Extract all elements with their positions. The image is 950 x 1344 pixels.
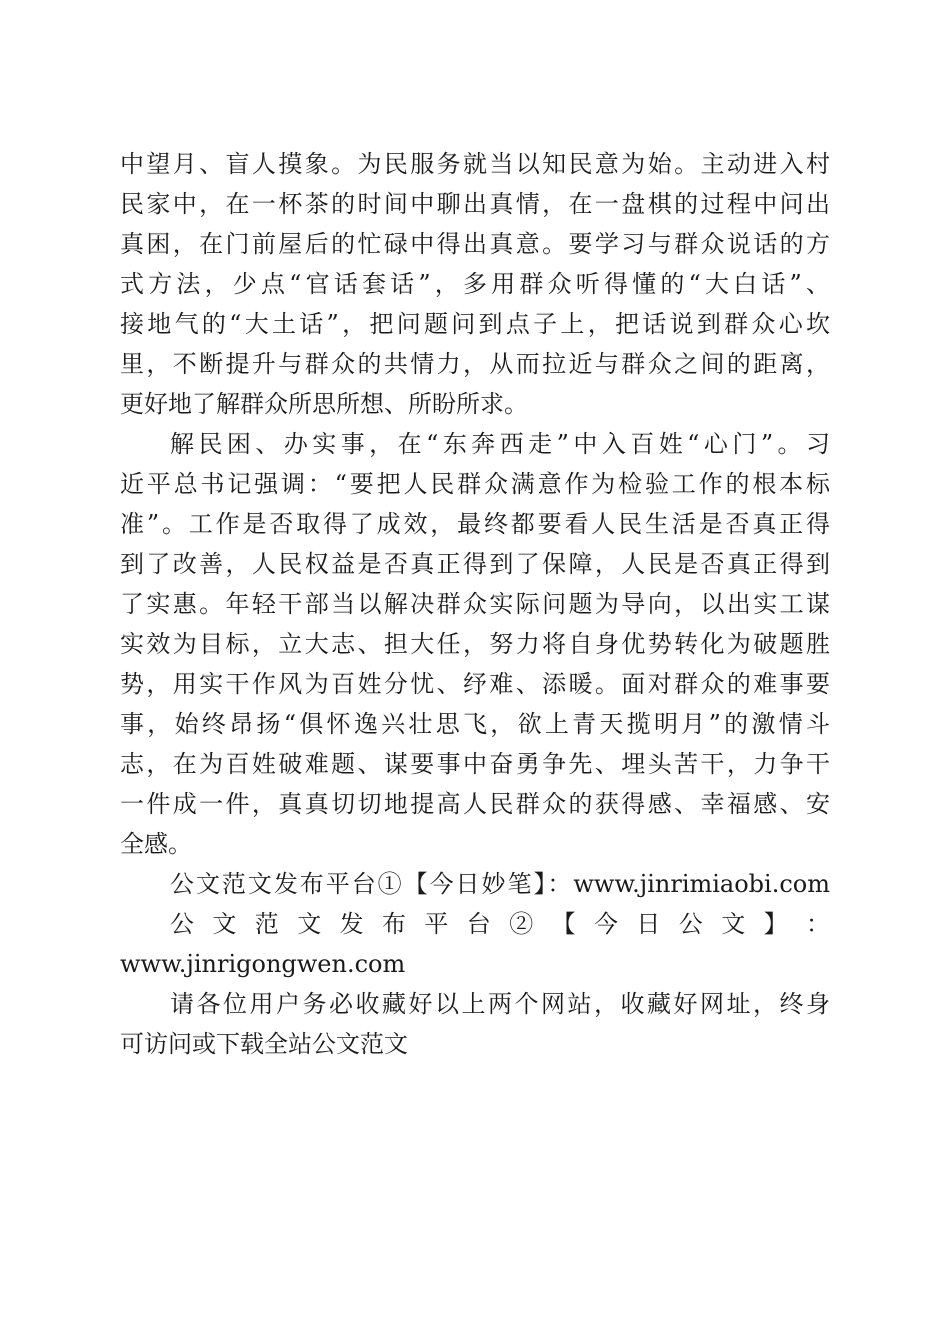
text-line: 事，始终昂扬“俱怀逸兴壮思飞，欲上青天揽明月”的激情斗 — [120, 710, 830, 738]
text-line: 真困，在门前屋后的忙碌中得出真意。要学习与群众说话的方 — [120, 230, 830, 258]
text-line: 近平总书记强调：“要把人民群众满意作为检验工作的根本标 — [120, 470, 830, 498]
text-line: 势，用实干作风为百姓分忧、纾难、添暖。面对群众的难事要 — [120, 670, 830, 698]
text-line: 解民困、办实事，在“东奔西走”中入百姓“心门”。习 — [170, 430, 830, 458]
platform-url-2[interactable]: www.jinrigongwen.com — [120, 950, 406, 978]
text-line: 式方法，少点“官话套话”，多用群众听得懂的“大白话”、 — [120, 270, 830, 298]
text-line: 中望月、盲人摸象。为民服务就当以知民意为始。主动进入村 — [120, 150, 830, 178]
notice-paragraph — [120, 984, 830, 1064]
text-line: 请各位用户务必收藏好以上两个网站，收藏好网址，终身 — [170, 990, 830, 1018]
paragraph-2 — [120, 424, 830, 864]
text-line: 了实惠。年轻干部当以解决群众实际问题为导向，以出实工谋 — [120, 590, 830, 618]
text-line: 更好地了解群众所思所想、所盼所求。 — [120, 390, 528, 418]
text-line: 接地气的“大土话”，把问题问到点子上，把话说到群众心坎 — [120, 310, 830, 338]
platform-line-2: 公 文 范 文 发 布 平 台 ② 【 今 日 公 文 】 ： — [170, 910, 830, 938]
text-line: 准”。工作是否取得了成效，最终都要看人民生活是否真正得 — [120, 510, 830, 538]
text-line: 实效为目标，立大志、担大任，努力将自身优势转化为破题胜 — [120, 630, 830, 658]
text-line: 民家中，在一杯茶的时间中聊出真情，在一盘棋的过程中问出 — [120, 190, 830, 218]
paragraph-1 — [120, 144, 830, 424]
platform-section — [120, 864, 830, 984]
text-line: 一件成一件，真真切切地提高人民群众的获得感、幸福感、安 — [120, 790, 830, 818]
text-line: 全感。 — [120, 830, 192, 858]
document-body — [120, 144, 830, 1064]
text-line: 到了改善，人民权益是否真正得到了保障，人民是否真正得到 — [120, 550, 830, 578]
text-line: 志，在为百姓破难题、谋要事中奋勇争先、埋头苦干，力争干 — [120, 750, 830, 778]
platform-line-1[interactable]: 公文范文发布平台①【今日妙笔】：www.jinrimiaobi.com — [170, 870, 830, 898]
text-line: 可访问或下载全站公文范文 — [120, 1030, 408, 1058]
text-line: 里，不断提升与群众的共情力，从而拉近与群众之间的距离， — [120, 350, 830, 378]
